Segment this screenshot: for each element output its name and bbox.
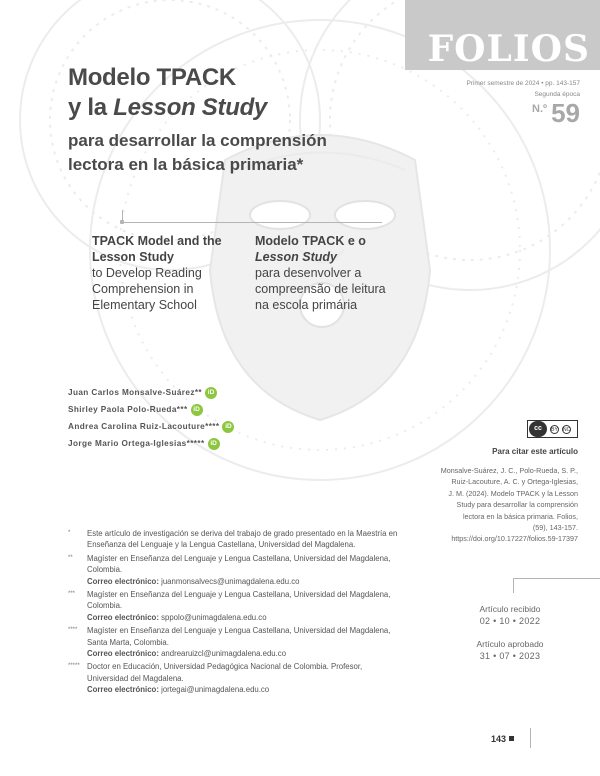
english-title-bold-2: Lesson Study [92,250,174,264]
english-title-bold-1: TPACK Model and the [92,234,222,248]
citation-line: (59), 143-157. [532,523,578,533]
footnote-text: Magíster en Enseñanza del Lenguaje y Lengua Castellana, Universidad del Magdalena, Colombia. [87,553,391,575]
footnote [68,553,403,587]
issue-number-label: N.º [532,103,548,116]
portuguese-title [255,233,415,313]
square-bullet-icon [509,736,514,741]
nc-icon: NC [563,426,571,433]
author-item [68,384,234,401]
author-item [68,418,234,435]
email-link[interactable]: andrearuizcl@unimagdalena.edu.co [161,649,287,659]
divider-horizontal-title [122,222,382,223]
author-item [68,401,234,418]
title-line-1: Modelo TPACK [68,64,236,91]
doi-link[interactable]: https://doi.org/10.17227/folios.59-17397 [451,534,578,544]
footnotes [68,528,403,698]
author-list [68,384,234,452]
approved-label: Artículo aprobado [476,639,544,649]
divider-vertical-dates [513,578,514,593]
footnote-text: Magíster en Enseñanza del Lenguaje y Lengua Castellana, Universidad del Magdalena, Colombia. [87,590,391,611]
citation-heading: Para citar este artículo [492,447,578,456]
author-name: Shirley Paola Polo-Rueda*** [68,405,188,414]
email-link[interactable]: juanmonsalvecs@unimagdalena.edu.co [161,576,300,586]
by-icon: BY [551,426,558,433]
title-line-2 [68,93,428,123]
orcid-icon[interactable]: iD [205,387,217,399]
issue-number-value: 59 [551,98,580,128]
journal-logo: FOLIOS [427,28,590,70]
footnote-text: Magíster en Enseñanza del Lenguaje y Lengua Castellana, Universidad del Magdalena, Santa Marta, Colombia. [87,626,391,647]
email-label: Correo electrónico: [87,685,159,695]
portuguese-title-line-5: na escola primária [255,298,358,312]
article-dates [470,603,550,673]
footnote [68,528,403,551]
footnote-text: Doctor en Educación, Universidad Pedagógica Nacional de Colombia. Profesor, Universidad del Magdalena. [87,662,363,683]
article-title [68,63,428,177]
issue-number [532,98,580,129]
footnote-marker: ** [68,554,73,561]
portuguese-title-line-4: compreensão de leitura [255,282,386,296]
journal-header-band [405,0,600,70]
portuguese-title-bold-2: Lesson Study [255,250,337,264]
footnote-text: Este artículo de investigación se deriva del trabajo de grado presentado en la Maestría en Enseñanza del Lenguaje y la Lengua Castellana, Universidad del Magdalena. [87,529,398,550]
email-label: Correo electrónico: [87,649,159,659]
footnote-marker: * [68,530,71,536]
citation-line: Study para desarrollar la comprensión [456,500,578,510]
creative-commons-license-badge[interactable] [527,420,578,438]
footnote [68,661,403,695]
email-link[interactable]: jortegai@unimagdalena.edu.co [161,685,270,695]
title-line-2-italic: Lesson Study [113,94,267,121]
citation-text [408,465,578,545]
english-title [92,233,252,313]
approved-date: 31 • 07 • 2023 [479,651,541,661]
citation-line: Ruiz-Lacouture, A. C. y Ortega-Iglesias, [451,477,578,487]
divider-page-number [530,728,531,748]
issue-info [466,78,580,100]
divider-dot [120,220,124,224]
author-name: Jorge Mario Ortega-Iglesias***** [68,439,205,448]
received-date: 02 • 10 • 2022 [479,616,541,626]
title-line-2-prefix: y la [68,94,107,121]
author-item [68,435,234,452]
citation-line: Monsalve-Suárez, J. C., Polo-Rueda, S. P., [440,466,578,475]
author-name: Andrea Carolina Ruiz-Lacouture**** [68,422,220,431]
cc-icon: cc [529,421,547,437]
author-name: Juan Carlos Monsalve-Suárez** [68,388,203,397]
orcid-icon[interactable]: iD [191,404,203,416]
title-line-3: para desarrollar la comprensión [68,131,327,150]
footnote [68,625,403,659]
page-number [491,734,514,744]
footnote [68,589,403,623]
portuguese-title-line-3: para desenvolver a [255,266,362,280]
portuguese-title-bold-1: Modelo TPACK e o [255,234,366,248]
orcid-icon[interactable]: iD [222,421,234,433]
english-title-line-5: Elementary School [92,298,197,312]
title-line-4: lectora en la básica primaria* [68,155,304,174]
email-label: Correo electrónico: [87,576,159,586]
issue-period: Primer semestre de 2024 • pp. 143-157 [466,80,580,87]
citation-line: J. M. (2024). Modelo TPACK y la Lesson [448,488,578,498]
orcid-icon[interactable]: iD [208,438,220,450]
citation-line: lectora en la básica primaria. Folios, [462,511,578,521]
footnote-marker: **** [68,627,78,634]
email-label: Correo electrónico: [87,612,159,622]
page-number-value: 143 [491,734,507,744]
issue-epoch: Segunda época [534,91,580,98]
footnote-marker: ***** [68,663,80,670]
english-title-line-3: to Develop Reading [92,266,202,280]
footnote-marker: *** [68,591,76,598]
divider-horizontal-dates [513,578,600,579]
english-title-line-4: Comprehension in [92,282,194,296]
received-label: Artículo recibido [479,604,541,614]
email-link[interactable]: sppolo@unimagdalena.edu.co [161,612,267,622]
